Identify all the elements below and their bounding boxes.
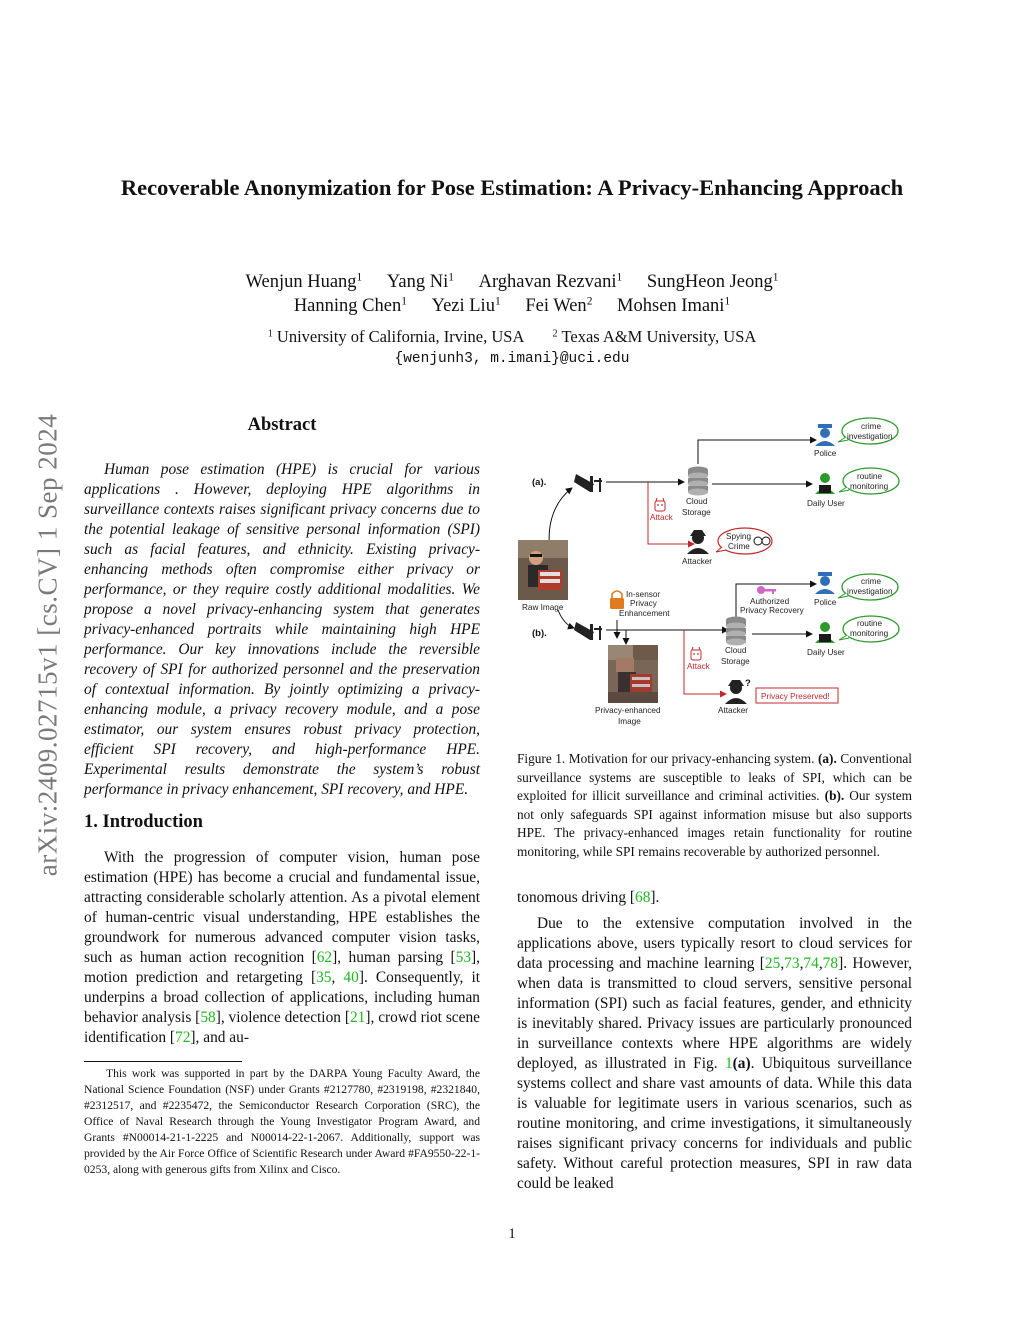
spying-label: Spying — [726, 532, 752, 541]
citation-link[interactable]: 73 — [784, 955, 800, 972]
author: Mohsen Imani$^1$ — [617, 295, 731, 316]
storage-label: Storage — [682, 508, 711, 517]
author: Arghavan Rezvani$^1$ — [478, 271, 623, 292]
author: Wenjun Huang$^1$ — [245, 271, 363, 292]
crime-label-a: crime — [861, 422, 882, 431]
figure-1-diagram — [516, 412, 912, 742]
attacker-label-b: Attacker — [718, 706, 749, 715]
arrow-to-police-a — [698, 440, 816, 464]
cloud-label: Cloud — [686, 497, 708, 506]
devil-icon — [655, 498, 665, 511]
abstract-text: Human pose estimation (HPE) is crucial for various applications . However, deploying HPE algorithms in surveillance contexts raises significant privacy concerns due to the potential leakage of sensitive personal information (SPI) such as facial features, and ethnicity. Existing privacy-enhancing methods often compromise either privacy or performance, or they require costly additional modalities. We propose a novel privacy-enhancing system that generates privacy-enhanced portraits while maintaining high HPE performance. Our key innovations include the reversible recovery of SPI for authorized personnel and the preservation of contextual information. By jointly optimizing a privacy-enhancing module, a privacy recovery module, and a pose estimator, our system ensures robust privacy protection, efficient SPI recovery, and high-performance HPE. Experimental results demonstrate the system’s robust performance in privacy enhancement, SPI recovery, and HPE. — [84, 461, 480, 798]
cloud-label-b: Cloud — [725, 646, 747, 655]
citation-link[interactable]: 62 — [316, 949, 333, 966]
investigation-label-a: investigation — [847, 432, 893, 441]
bold-text: (a). — [817, 751, 837, 766]
daily-user-icon — [815, 622, 835, 643]
paper-title: Recoverable Anonymization for Pose Estimation: A Privacy-Enhancing Approach — [120, 175, 904, 200]
attacker-icon — [687, 530, 709, 554]
figure-1 — [516, 412, 912, 742]
citation-link[interactable]: 25 — [764, 955, 781, 972]
abstract-heading: Abstract — [247, 415, 317, 435]
camera-icon — [574, 474, 602, 492]
privacy-preserved-label: Privacy Preserved! — [761, 692, 830, 701]
lock-icon — [610, 591, 624, 609]
author: Fei Wen$^2$ — [525, 295, 593, 316]
footnote: This work was supported in part by the DARPA Young Faculty Award, the National Science Foundation (NSF) under Grants #2127780, #2319198, #2321840, #2312517, and #2235472, the Semiconductor Research Corporation (SRC), the Office of Naval Research through the Young Investigator Program Award, and Grants #N00014-21-1-2225 and N00014-22-1-2067. Additionally, support was provided by the Air Force Office of Scientific Research under Award #FA9550-22-1-0253, along with generous gifts from Xilinx and Cisco. — [84, 1067, 480, 1176]
daily-user-label-b: Daily User — [807, 648, 845, 657]
author: Yang Ni$^1$ — [386, 271, 454, 292]
question-mark: ? — [745, 678, 751, 689]
affiliation: $^2$ Texas A&M University, USA — [552, 327, 757, 346]
introduction-heading: 1. Introduction — [84, 812, 203, 832]
attacker-label-a: Attacker — [682, 557, 713, 566]
introduction-paragraph: With the progression of computer vision, human pose estimation (HPE) has become a crucial and fundamental issue, attracting considerable scholarly attention. As a pivotal element of human-centric visual understanding, HPE establishes the groundwork for numerous advanced computer vision tasks, such as human action recognition [62], human parsing [53], motion prediction and retargeting [35, 40]. Consequently, it underpins a broad collection of applications, including human behavior analysis [58], violence detection [21], crowd riot scene identification [72], and au- — [84, 849, 480, 1046]
attacker-icon — [725, 680, 747, 704]
attack-label-a: Attack — [650, 513, 673, 522]
author: Yezi Liu$^1$ — [431, 295, 501, 316]
label-a: (a). — [532, 477, 547, 488]
raw-image-photo — [518, 540, 568, 600]
devil-icon — [691, 647, 701, 660]
citation-link[interactable]: 58 — [200, 1009, 216, 1026]
author: SungHeon Jeong$^1$ — [646, 271, 779, 292]
authors-line-2 — [120, 294, 904, 318]
body-paragraph: Due to the extensive computation involved in the applications above, users typically resort to cloud services for data processing and machine learning [25,73,74,78]. However, when data is transmitted to cloud servers, sensitive personal information (SPI) such as facial features, gender, and ethnicity is inevitably shared. Privacy issues are particularly pronounced in surveillance contexts where HPE algorithms are widely deployed, as illustrated in Fig. 1(a). Ubiquitous surveillance systems collect and share vast amounts of data. While this data is valuable for legitimate users in various scenarios, such as routine monitoring, and crime investigations, it simultaneously raises significant privacy concerns for individuals and public safety. Without careful protection measures, SPI in raw data could be leaked — [517, 915, 913, 1192]
privacy-enhanced-image — [608, 645, 658, 703]
citation-link[interactable]: 21 — [349, 1009, 366, 1026]
privacy-enhanced-label: Privacy-enhanced — [595, 706, 661, 715]
investigation-label-b: investigation — [847, 587, 893, 596]
citation-link[interactable]: 40 — [343, 969, 359, 986]
cloud-storage-icon — [688, 467, 708, 496]
image-label: Image — [618, 717, 641, 726]
author-list — [120, 270, 904, 318]
citation-link[interactable]: 72 — [175, 1029, 191, 1046]
daily-user-icon — [815, 473, 835, 494]
citation-link[interactable]: 68 — [635, 889, 651, 906]
enhancement-label: Enhancement — [619, 609, 670, 618]
police-icon — [815, 572, 835, 594]
citation-link[interactable]: 53 — [455, 949, 472, 966]
author: Hanning Chen$^1$ — [293, 295, 407, 316]
continuation-paragraph: tonomous driving [68]. — [517, 889, 660, 906]
camera-icon — [574, 622, 602, 640]
contact-email: {wenjunh3, m.imani}@uci.edu — [394, 351, 630, 367]
privacy-label: Privacy — [630, 599, 657, 608]
footnote-rule — [84, 1061, 242, 1062]
affiliations — [120, 325, 904, 349]
label-b: (b). — [532, 628, 547, 639]
cloud-storage-icon — [726, 617, 746, 646]
storage-label-b: Storage — [721, 657, 750, 666]
key-icon — [757, 586, 776, 594]
citation-link[interactable]: 74 — [803, 955, 819, 972]
privacy-recovery-label: Privacy Recovery — [740, 606, 804, 615]
affiliation: $^1$ University of California, Irvine, USA — [267, 327, 525, 346]
bold-text: (a) — [732, 1055, 751, 1072]
monitoring-label-a: monitoring — [850, 482, 889, 491]
arxiv-identifier-text: arXiv:2409.02715v1 [cs.CV] 1 Sep 2024 — [32, 413, 63, 877]
crime-label-b: crime — [861, 577, 882, 586]
capture-arrow-b — [558, 610, 574, 628]
police-label-b: Police — [814, 598, 837, 607]
police-icon — [815, 424, 835, 446]
routine-label-a: routine — [857, 472, 883, 481]
attack-label-b: Attack — [687, 662, 710, 671]
arxiv-identifier — [28, 360, 68, 930]
page-number: 1 — [508, 1226, 516, 1242]
citation-link[interactable]: 78 — [822, 955, 839, 972]
authorized-label: Authorized — [750, 597, 790, 606]
figure-1-caption: Figure 1. Motivation for our privacy-enhancing system. (a). Conventional surveillance systems are susceptible to leaks of SPI, which can be exploited for illicit surveillance and criminal activities. (b). Our system not only safeguards SPI against information misuse but also supports HPE. The privacy-enhanced images retain functionality for routine monitoring, while SPI remains recoverable by authorized personnel. — [517, 751, 913, 859]
police-label-a: Police — [814, 449, 837, 458]
routine-label-b: routine — [857, 619, 883, 628]
monitoring-label-b: monitoring — [850, 629, 889, 638]
citation-link[interactable]: 1 — [724, 1055, 733, 1072]
authors-line-1 — [120, 270, 904, 294]
bold-text: (b). — [824, 788, 845, 803]
raw-image-label: Raw Image — [522, 603, 564, 612]
citation-link[interactable]: 35 — [316, 969, 332, 986]
crime-bubble-label: Crime — [728, 542, 750, 551]
daily-user-label-a: Daily User — [807, 499, 845, 508]
in-sensor-label: In-sensor — [626, 590, 661, 599]
